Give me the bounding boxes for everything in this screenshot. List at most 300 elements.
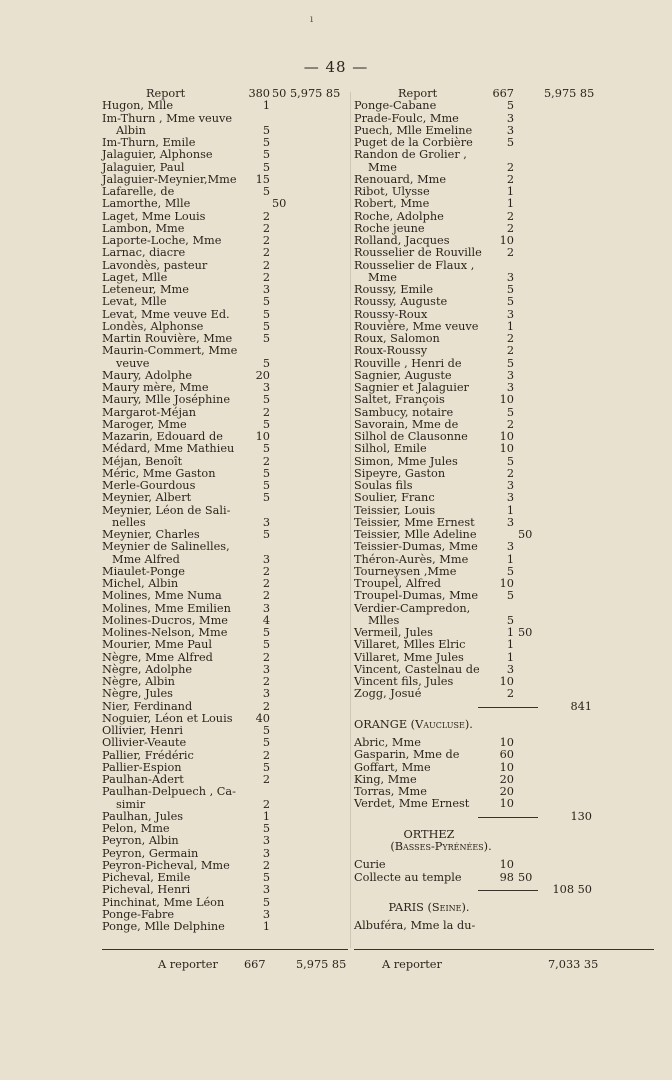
entry-cents: 50 bbox=[272, 87, 287, 100]
ledger-row bbox=[354, 492, 654, 504]
entry-name: Paulhan-Delpuech , Ca- bbox=[102, 785, 236, 799]
entry-name: Vincent, Castelnau de bbox=[354, 662, 480, 676]
entry-amount: 40 bbox=[255, 711, 270, 725]
entry-amount: 3 bbox=[262, 834, 270, 848]
entry-amount: 10 bbox=[499, 442, 514, 456]
entry-amount: 5 bbox=[262, 356, 270, 370]
entry-amount: 5 bbox=[506, 136, 514, 149]
entry-name: Simon, Mme Jules bbox=[354, 454, 458, 468]
ledger-row bbox=[102, 296, 362, 308]
entry-name: Villaret, Mme Jules bbox=[354, 650, 464, 664]
entry-amount: 2 bbox=[506, 172, 514, 186]
entry-amount: 2 bbox=[506, 246, 514, 260]
entry-amount: 3 bbox=[262, 552, 270, 566]
subtotal-rule bbox=[478, 707, 538, 708]
entry-name: Meynier, Charles bbox=[102, 528, 200, 541]
entry-name: Mlles bbox=[368, 613, 400, 627]
entry-cents: 50 bbox=[272, 197, 287, 211]
subtotal-rule bbox=[478, 890, 538, 891]
ledger-row bbox=[102, 358, 362, 370]
entry-name: Molines, Mme Numa bbox=[102, 589, 222, 603]
ledger-row bbox=[102, 113, 362, 125]
entry-amount: 2 bbox=[262, 234, 270, 247]
entry-name: Renouard, Mme bbox=[354, 172, 447, 186]
entry-name: Leteneur, Mme bbox=[102, 283, 189, 296]
entry-amount: 3 bbox=[506, 381, 514, 394]
entry-name: Jalaguier-Meynier,Mme bbox=[102, 172, 237, 186]
entry-name: Hugon, Mlle bbox=[102, 99, 174, 113]
ledger-row bbox=[102, 835, 362, 847]
entry-amount: 2 bbox=[262, 699, 270, 713]
ledger-row bbox=[102, 211, 362, 223]
entry-name: Teissier, Mme Ernest bbox=[354, 515, 475, 529]
ledger-row bbox=[354, 541, 654, 553]
subtotal-row bbox=[354, 701, 654, 713]
entry-name: Vincent fils, Jules bbox=[354, 675, 454, 688]
entry-name: Albin bbox=[116, 123, 146, 137]
entry-cents: 50 bbox=[518, 626, 533, 639]
entry-amount: 2 bbox=[262, 748, 270, 762]
entry-amount: 1 bbox=[506, 638, 514, 652]
entry-amount: 5 bbox=[262, 479, 270, 492]
entry-amount: 3 bbox=[262, 283, 270, 296]
ledger-row bbox=[354, 859, 654, 871]
entry-amount: 5 bbox=[262, 724, 270, 737]
entry-name: Molines, Mme Emilien bbox=[102, 601, 231, 615]
ledger-row bbox=[102, 260, 362, 272]
entry-name: Mourier, Mme Paul bbox=[102, 638, 212, 652]
entry-amount: 2 bbox=[506, 344, 514, 358]
entry-amount: 3 bbox=[506, 307, 514, 321]
ledger-row bbox=[102, 652, 362, 664]
entry-amount: 5 bbox=[262, 528, 270, 541]
entry-name: Maury, Adolphe bbox=[102, 368, 193, 382]
entry-amount: 1 bbox=[506, 503, 514, 517]
entry-name: Méjan, Benoît bbox=[102, 454, 183, 468]
ledger-row bbox=[354, 688, 654, 700]
ledger-row bbox=[102, 247, 362, 259]
entry-name: Pallier-Espion bbox=[102, 760, 182, 774]
entry-name: Teissier, Louis bbox=[354, 503, 436, 517]
ledger-row bbox=[354, 872, 654, 884]
entry-name: Ponge-Fabre bbox=[102, 907, 175, 921]
ledger-row bbox=[354, 149, 654, 161]
ledger-row bbox=[102, 541, 362, 553]
entry-amount: 2 bbox=[262, 221, 270, 235]
entry-total: 5,975 85 bbox=[544, 87, 595, 100]
ledger-row bbox=[354, 198, 654, 210]
entry-amount: 3 bbox=[506, 662, 514, 676]
entry-name: Maury mère, Mme bbox=[102, 381, 209, 394]
entry-amount: 3 bbox=[262, 687, 270, 701]
entry-amount: 2 bbox=[262, 797, 270, 811]
entry-cents: 50 bbox=[518, 870, 533, 884]
entry-name: Lamorthe, Mlle bbox=[102, 197, 191, 211]
entry-name: Méric, Mme Gaston bbox=[102, 466, 216, 480]
subtotal-row bbox=[354, 811, 654, 823]
entry-name: Albuféra, Mme la du- bbox=[354, 919, 476, 933]
entry-name: Robert, Mme bbox=[354, 197, 430, 211]
entry-name: Laget, Mme Louis bbox=[102, 209, 206, 223]
entry-name: Soulier, Franc bbox=[354, 491, 435, 505]
entry-name: Saltet, François bbox=[354, 393, 445, 407]
entry-name: Zogg, Josué bbox=[354, 687, 422, 701]
entry-name: Mazarin, Edouard de bbox=[102, 430, 223, 443]
entry-name: Nègre, Albin bbox=[102, 675, 175, 688]
entry-amount: 5 bbox=[506, 454, 514, 468]
entry-name: Jalaguier, Alphonse bbox=[102, 148, 213, 162]
entry-name: Roussy, Emile bbox=[354, 283, 434, 296]
entry-amount: 5 bbox=[262, 295, 270, 309]
entry-name: Rousselier de Rouville bbox=[354, 246, 482, 260]
entry-name: Margarot-Méjan bbox=[102, 405, 196, 419]
ledger-row bbox=[102, 590, 362, 602]
entry-name: Im-Thurn , Mme veuve bbox=[102, 111, 233, 125]
entry-name: Jalaguier, Paul bbox=[102, 160, 185, 174]
entry-amount: 20 bbox=[499, 772, 514, 786]
ledger-row bbox=[354, 603, 654, 615]
entry-amount: 5 bbox=[262, 760, 270, 774]
entry-amount: 3 bbox=[262, 381, 270, 394]
entry-name: Gasparin, Mme de bbox=[354, 748, 460, 762]
entry-name: Londès, Alphonse bbox=[102, 319, 204, 333]
left-footer-total: 5,975 85 bbox=[296, 958, 347, 971]
entry-name: Roche, Adolphe bbox=[354, 209, 444, 223]
entry-name: Mme Alfred bbox=[112, 552, 180, 566]
entry-amount: 3 bbox=[262, 883, 270, 897]
entry-name: veuve bbox=[116, 356, 150, 370]
ink-speck: ı bbox=[310, 14, 314, 25]
ledger-row bbox=[102, 603, 362, 615]
entry-name: Paulhan, Jules bbox=[102, 809, 184, 823]
entry-amount: 1 bbox=[506, 185, 514, 198]
ledger-row bbox=[354, 762, 654, 774]
ledger-row bbox=[102, 345, 362, 357]
entry-name: Ribot, Ulysse bbox=[354, 185, 430, 198]
entry-amount: 1 bbox=[506, 626, 514, 639]
entry-name: Nègre, Adolphe bbox=[102, 662, 193, 676]
entry-amount: 2 bbox=[262, 564, 270, 578]
entry-name: Meynier, Albert bbox=[102, 491, 192, 505]
entry-name: Maurin-Commert, Mme bbox=[102, 344, 238, 358]
entry-name: Tourneysen ,Mme bbox=[354, 564, 457, 578]
ledger-row bbox=[354, 798, 654, 810]
entry-name: Merle-Gourdous bbox=[102, 479, 196, 492]
entry-amount: 5 bbox=[506, 613, 514, 627]
entry-name: Troupel-Dumas, Mme bbox=[354, 589, 479, 603]
entry-amount: 1 bbox=[506, 552, 514, 566]
entry-amount: 5 bbox=[506, 99, 514, 113]
entry-name: Roux-Roussy bbox=[354, 344, 428, 358]
entry-name: Verdet, Mme Ernest bbox=[354, 797, 470, 811]
entry-amount: 5 bbox=[262, 319, 270, 333]
entry-name: Levat, Mme veuve Ed. bbox=[102, 307, 230, 321]
entry-amount: 1 bbox=[262, 99, 270, 113]
entry-amount: 60 bbox=[499, 748, 514, 762]
entry-amount: 3 bbox=[506, 368, 514, 382]
entry-amount: 5 bbox=[262, 895, 270, 909]
entry-name: Prade-Foulc, Mme bbox=[354, 111, 459, 125]
page-number: — 48 — bbox=[303, 58, 369, 76]
ledger-row bbox=[354, 309, 654, 321]
entry-amount: 3 bbox=[262, 907, 270, 921]
entry-name: Meynier de Salinelles, bbox=[102, 540, 230, 554]
entry-amount: 3 bbox=[506, 491, 514, 505]
entry-amount: 2 bbox=[506, 466, 514, 480]
entry-amount: 5 bbox=[506, 405, 514, 419]
entry-amount: 5 bbox=[262, 466, 270, 480]
entry-amount: 20 bbox=[255, 368, 270, 382]
entry-name: Picheval, Henri bbox=[102, 883, 191, 897]
entry-amount: 10 bbox=[499, 736, 514, 749]
entry-cents: 50 bbox=[518, 528, 533, 541]
entry-name: Pelon, Mme bbox=[102, 822, 170, 835]
entry-name: King, Mme bbox=[354, 772, 417, 786]
entry-name: Teissier-Dumas, Mme bbox=[354, 540, 478, 554]
entry-amount: 2 bbox=[506, 417, 514, 431]
entry-amount: 1 bbox=[506, 650, 514, 664]
entry-name: Silhol de Clausonne bbox=[354, 430, 468, 443]
entry-amount: 5 bbox=[262, 148, 270, 162]
entry-amount: 5 bbox=[262, 871, 270, 884]
entry-name: Lafarelle, de bbox=[102, 185, 175, 198]
entry-name: Rolland, Jacques bbox=[354, 234, 450, 247]
entry-amount: 10 bbox=[499, 760, 514, 774]
entry-amount: 2 bbox=[262, 246, 270, 260]
ledger-row bbox=[102, 688, 362, 700]
entry-amount: 5 bbox=[262, 307, 270, 321]
entry-amount: 3 bbox=[262, 662, 270, 676]
entry-amount: 2 bbox=[262, 270, 270, 284]
entry-name: Randon de Grolier , bbox=[354, 148, 467, 162]
entry-amount: 15 bbox=[255, 172, 270, 186]
entry-amount: 5 bbox=[262, 638, 270, 652]
entry-amount: 3 bbox=[506, 123, 514, 137]
ledger-row bbox=[354, 749, 654, 761]
ledger-row bbox=[102, 921, 362, 933]
ledger-row bbox=[354, 345, 654, 357]
entry-name: Sipeyre, Gaston bbox=[354, 466, 446, 480]
entry-name: Nègre, Jules bbox=[102, 687, 173, 701]
entry-amount: 3 bbox=[262, 846, 270, 860]
entry-amount: 5 bbox=[262, 736, 270, 750]
entry-amount: 2 bbox=[506, 209, 514, 223]
ledger-row bbox=[354, 113, 654, 125]
entry-name: Rouvière, Mme veuve bbox=[354, 319, 479, 333]
entry-name: Théron-Aurès, Mme bbox=[354, 552, 469, 566]
entry-name: nelles bbox=[112, 515, 146, 529]
entry-name: Maury, Mlle Joséphine bbox=[102, 393, 231, 407]
entry-name: Lavondès, pasteur bbox=[102, 258, 208, 272]
entry-amount: 2 bbox=[262, 209, 270, 223]
entry-amount: 2 bbox=[506, 687, 514, 701]
entry-name: Nègre, Mme Alfred bbox=[102, 650, 213, 664]
ledger-row bbox=[354, 247, 654, 259]
entry-name: Sagnier, Auguste bbox=[354, 368, 452, 382]
entry-name: ORANGE (Vaucluse). bbox=[354, 717, 473, 731]
entry-amount: 380 bbox=[248, 87, 270, 100]
entry-amount: 3 bbox=[506, 270, 514, 284]
entry-amount: 5 bbox=[506, 283, 514, 296]
entry-name: Verdier-Campredon, bbox=[354, 601, 471, 615]
entry-name: Meynier, Léon de Sali- bbox=[102, 503, 231, 517]
entry-name: Puech, Mlle Emeline bbox=[354, 123, 473, 137]
entry-amount: 5 bbox=[262, 160, 270, 174]
entry-amount: 5 bbox=[262, 393, 270, 407]
entry-amount: 10 bbox=[499, 393, 514, 407]
ledger-row bbox=[102, 149, 362, 161]
entry-amount: 2 bbox=[506, 160, 514, 174]
entry-amount: 10 bbox=[499, 430, 514, 443]
left-footer-label: A reporter bbox=[158, 958, 218, 971]
ledger-row bbox=[102, 505, 362, 517]
entry-name: Rousselier de Flaux , bbox=[354, 258, 475, 272]
ledger-row bbox=[102, 701, 362, 713]
entry-amount: 10 bbox=[499, 797, 514, 811]
ledger-row bbox=[354, 505, 654, 517]
entry-amount: 1 bbox=[506, 319, 514, 333]
entry-name: Ponge, Mlle Delphine bbox=[102, 920, 225, 933]
entry-amount: 5 bbox=[262, 123, 270, 137]
ledger-row bbox=[354, 443, 654, 455]
entry-name: Im-Thurn, Emile bbox=[102, 136, 196, 149]
entry-amount: 2 bbox=[506, 221, 514, 235]
entry-name: Peyron-Picheval, Mme bbox=[102, 858, 230, 872]
entry-name: Miaulet-Ponge bbox=[102, 564, 185, 578]
entry-name: Pallier, Frédéric bbox=[102, 748, 194, 762]
ledger-row bbox=[354, 296, 654, 308]
entry-name: Peyron, Germain bbox=[102, 846, 199, 860]
entry-amount: 2 bbox=[262, 589, 270, 603]
entry-name: Villaret, Mlles Elric bbox=[354, 638, 466, 652]
entry-name: Puget de la Corbière bbox=[354, 136, 473, 149]
ledger-row bbox=[102, 799, 362, 811]
entry-amount: 5 bbox=[506, 356, 514, 370]
ledger-row bbox=[354, 920, 654, 932]
entry-amount: 3 bbox=[506, 540, 514, 554]
entry-name: Roche jeune bbox=[354, 221, 425, 235]
ledger-row bbox=[102, 554, 362, 566]
entry-name: Mme bbox=[368, 160, 397, 174]
ledger-row bbox=[354, 394, 654, 406]
section-heading bbox=[354, 841, 654, 853]
entry-amount: 3 bbox=[506, 479, 514, 492]
right-footer-total: 7,033 35 bbox=[548, 958, 599, 971]
entry-name: Savorain, Mme de bbox=[354, 417, 459, 431]
entry-amount: 10 bbox=[499, 675, 514, 688]
ledger-row bbox=[102, 198, 362, 210]
entry-name: simir bbox=[116, 797, 146, 811]
entry-name: Ollivier-Veaute bbox=[102, 736, 187, 750]
entry-amount: 10 bbox=[499, 234, 514, 247]
entry-amount: 5 bbox=[262, 626, 270, 639]
entry-name: Vermeil, Jules bbox=[354, 626, 433, 639]
entry-amount: 5 bbox=[262, 332, 270, 345]
entry-name: Michel, Albin bbox=[102, 577, 179, 590]
entry-name: Mme bbox=[368, 270, 397, 284]
ledger-row bbox=[354, 590, 654, 602]
section-heading bbox=[354, 902, 654, 914]
entry-name: Laporte-Loche, Mme bbox=[102, 234, 222, 247]
ledger-row bbox=[102, 394, 362, 406]
entry-total: 108 50 bbox=[552, 882, 592, 896]
entry-name: Ponge-Cabane bbox=[354, 99, 437, 113]
entry-name: Curie bbox=[354, 858, 386, 872]
ledger-row bbox=[102, 456, 362, 468]
entry-amount: 10 bbox=[255, 430, 270, 443]
ledger-row bbox=[102, 737, 362, 749]
entry-name: Sambucy, notaire bbox=[354, 405, 454, 419]
ledger-row bbox=[354, 407, 654, 419]
entry-name: Collecte au temple bbox=[354, 870, 462, 884]
entry-name: Laget, Mlle bbox=[102, 270, 168, 284]
entry-total: 130 bbox=[570, 809, 592, 823]
entry-amount: 5 bbox=[506, 564, 514, 578]
entry-amount: 4 bbox=[262, 613, 270, 627]
entry-name: Larnac, diacre bbox=[102, 246, 186, 260]
entry-name: Picheval, Emile bbox=[102, 871, 191, 884]
ledger-row bbox=[102, 639, 362, 651]
entry-name: Médard, Mme Mathieu bbox=[102, 442, 235, 456]
entry-amount: 2 bbox=[262, 675, 270, 688]
ledger-row bbox=[102, 443, 362, 455]
entry-amount: 10 bbox=[499, 858, 514, 872]
entry-name: Silhol, Emile bbox=[354, 442, 427, 456]
entry-name: Ollivier, Henri bbox=[102, 724, 183, 737]
entry-name: Roussy-Roux bbox=[354, 307, 428, 321]
entry-amount: 20 bbox=[499, 785, 514, 798]
entry-name: Soulas fils bbox=[354, 479, 413, 492]
ledger-row bbox=[354, 162, 654, 174]
subtotal-rule bbox=[478, 817, 538, 818]
entry-amount: 2 bbox=[262, 258, 270, 272]
entry-name: Roussy, Auguste bbox=[354, 295, 448, 309]
entry-name: Roux, Salomon bbox=[354, 332, 440, 345]
entry-amount: 5 bbox=[506, 295, 514, 309]
ledger-row bbox=[102, 309, 362, 321]
entry-name: Report bbox=[146, 87, 186, 100]
ledger-row bbox=[354, 456, 654, 468]
ledger-row bbox=[102, 897, 362, 909]
ledger-row bbox=[354, 211, 654, 223]
entry-name: Teissier, Mlle Adeline bbox=[354, 528, 477, 541]
entry-amount: 3 bbox=[262, 515, 270, 529]
entry-amount: 3 bbox=[506, 111, 514, 125]
entry-name: Sagnier et Jalaguier bbox=[354, 381, 469, 394]
entry-amount: 5 bbox=[262, 822, 270, 835]
entry-total: 5,975 85 bbox=[290, 87, 341, 100]
ledger-row bbox=[102, 100, 362, 112]
section-heading bbox=[354, 719, 654, 731]
right-column bbox=[354, 88, 654, 933]
entry-amount: 1 bbox=[262, 920, 270, 933]
right-footer-label: A reporter bbox=[382, 958, 442, 971]
entry-name: Report bbox=[398, 87, 438, 100]
left-footer-amount: 667 bbox=[244, 958, 266, 971]
entry-amount: 3 bbox=[506, 515, 514, 529]
entry-name: Goffart, Mme bbox=[354, 760, 431, 774]
entry-name: Troupel, Alfred bbox=[354, 577, 441, 590]
entry-amount: 2 bbox=[262, 858, 270, 872]
entry-amount: 5 bbox=[262, 185, 270, 198]
ledger-row bbox=[354, 260, 654, 272]
entry-amount: 667 bbox=[492, 87, 514, 100]
entry-name: Paulhan-Adert bbox=[102, 773, 184, 786]
entry-name: Noguier, Léon et Louis bbox=[102, 711, 233, 725]
ledger-row bbox=[102, 786, 362, 798]
entry-amount: 10 bbox=[499, 577, 514, 590]
ledger-row bbox=[354, 652, 654, 664]
